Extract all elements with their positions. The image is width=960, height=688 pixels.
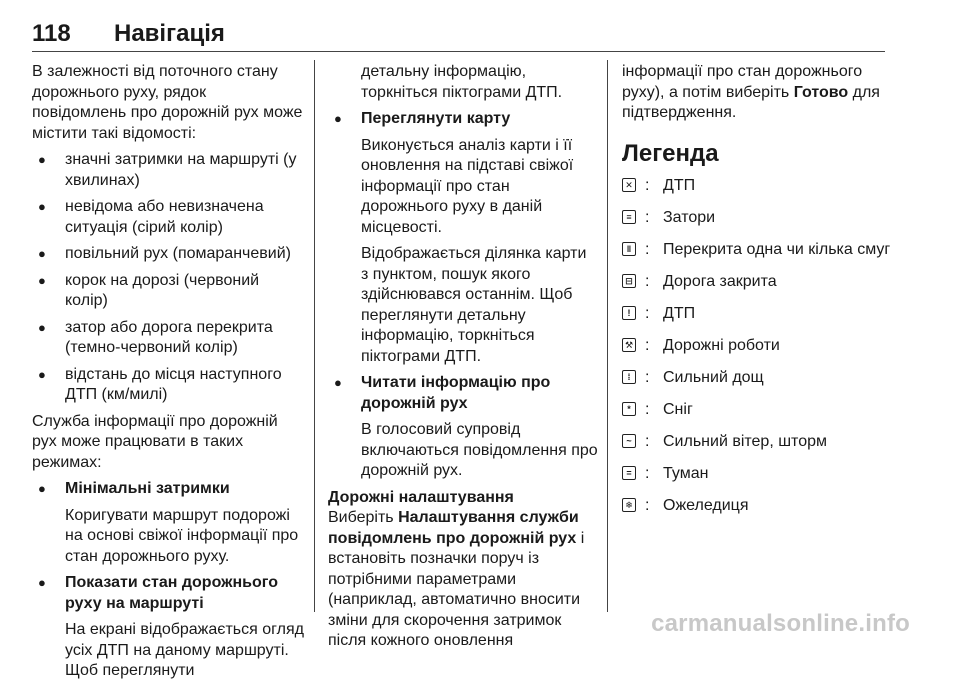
legend-row — [622, 304, 892, 336]
settings-menu-path: Налаштування служби повідомлень про дорожній рух — [328, 509, 579, 547]
legend-title: Легенда — [622, 139, 719, 167]
done-label: Готово — [793, 83, 849, 101]
column-3 — [622, 62, 892, 528]
traffic-info-list — [32, 150, 304, 406]
legend-row — [622, 400, 892, 432]
legend-row — [622, 496, 892, 528]
intro-paragraph: В залежності від поточного стану дорожнього руху, рядок повідомлень про дорожній рух може містити такі відомості: — [32, 63, 303, 142]
legend-row — [622, 336, 892, 368]
column-divider-1 — [314, 60, 315, 612]
list-item: ● значні затримки на маршруті (у хвилинах) — [32, 150, 304, 191]
roadworks-icon: ⚒ — [622, 338, 636, 352]
legend-colon: : — [645, 273, 650, 290]
legend-colon: : — [645, 241, 650, 258]
section-title: Дорожні налаштування — [328, 488, 514, 506]
accident-icon: ✕ — [622, 178, 636, 192]
legend-row — [622, 464, 892, 496]
legend-row — [622, 240, 892, 272]
list-item: ● невідома або невизначена ситуація (сірий колір) — [32, 197, 304, 238]
service-modes-list — [32, 479, 304, 682]
column-divider-2 — [607, 60, 608, 612]
list-item: ● повільний рух (помаранчевий) — [32, 244, 304, 265]
snow-icon: * — [622, 402, 636, 416]
mode-desc: Виконується аналіз карти і її оновлення на підставі свіжої інформації про стан дорожнього руху в даній місцевості. — [361, 136, 574, 236]
column-1 — [32, 62, 304, 688]
legend-label: Перекрита одна чи кілька смуг — [663, 241, 891, 258]
legend-label: Дорога закрита — [663, 273, 777, 290]
header-divider — [32, 51, 885, 52]
service-modes-list-cont — [328, 109, 598, 482]
legend-row — [622, 272, 892, 304]
settings-paragraph — [328, 508, 598, 652]
mode-desc: В голосовий супровід включаються повідомлення про дорожній рух. — [361, 421, 598, 479]
service-intro: Служба інформації про дорожній рух може працювати в таких режимах: — [32, 412, 278, 471]
mode-item — [32, 479, 304, 567]
legend-colon: : — [645, 433, 650, 450]
mode-desc-2: Відображається ділянка карти з пунктом, пошук якого здійснювався останнім. Щоб переглянути детальну інформацію, торкніться піктограми ДТП. — [361, 245, 587, 365]
fog-icon: = — [622, 466, 636, 480]
settings-rest: і встановіть позначки поруч із потрібними параметрами (наприклад, автоматично вносити зміни для скорочення затримок після кожного оновлення — [328, 529, 585, 649]
traffic-jam-icon: ≡ — [622, 210, 636, 224]
mode-desc: Коригувати маршрут подорожі на основі свіжої інформації про стан дорожнього руху. — [65, 506, 299, 565]
mode-title: ● Мінімальні затримки — [65, 480, 230, 497]
legend-colon: : — [645, 177, 650, 194]
strong-wind-icon: ~ — [622, 434, 636, 448]
legend-label: Дорожні роботи — [663, 337, 780, 354]
continuation-b: для підтвердження. — [622, 83, 880, 121]
ice-icon: ❄ — [622, 498, 636, 512]
legend-row — [622, 432, 892, 464]
page-header — [32, 20, 885, 50]
legend-row — [622, 208, 892, 240]
heavy-rain-icon: ⁞ — [622, 370, 636, 384]
legend-label: ДТП — [663, 177, 696, 194]
mode-desc: На екрані відображається огляд усіх ДТП на даному маршруті. Щоб переглянути — [65, 621, 304, 679]
column-2 — [328, 62, 598, 652]
page-title: Навігація — [114, 20, 225, 47]
legend-label: Туман — [663, 465, 709, 482]
page-number: 118 — [32, 20, 71, 47]
legend-row — [622, 176, 892, 208]
mode-item — [328, 109, 598, 367]
legend-row — [622, 368, 892, 400]
continuation-a: інформації про стан дорожнього руху), а потім виберіть — [622, 63, 863, 101]
legend-label: Сильний дощ — [663, 369, 764, 386]
legend-label: Сніг — [663, 401, 693, 418]
legend-colon: : — [645, 305, 650, 322]
list-item: ● затор або дорога перекрита (темно-червоний колір) — [32, 318, 304, 359]
mode-title: ● Переглянути карту — [361, 110, 511, 127]
list-item: ● відстань до місця наступного ДТП (км/милі) — [32, 365, 304, 406]
mode-title: ● Читати інформацію про дорожній рух — [361, 374, 551, 412]
legend-list — [622, 176, 892, 528]
continuation-paragraph — [622, 62, 892, 124]
list-item: ● корок на дорозі (червоний колір) — [32, 271, 304, 312]
legend-label: Ожеледиця — [663, 497, 749, 514]
mode-item — [32, 573, 304, 682]
legend-label: ДТП — [663, 305, 696, 322]
legend-label: Затори — [663, 209, 716, 226]
warning-icon: ! — [622, 306, 636, 320]
legend-colon: : — [645, 497, 650, 514]
mode-item — [328, 373, 598, 482]
legend-colon: : — [645, 401, 650, 418]
legend-label: Сильний вітер, шторм — [663, 433, 827, 450]
legend-colon: : — [645, 337, 650, 354]
legend-colon: : — [645, 465, 650, 482]
mode-title: ● Показати стан дорожнього руху на маршруті — [65, 574, 278, 612]
legend-colon: : — [645, 369, 650, 386]
watermark: carmanualsonline.info — [651, 610, 910, 637]
lane-closure-icon: ‖ — [622, 242, 636, 256]
continuation-text: детальну інформацію, торкніться піктограми ДТП. — [361, 63, 563, 101]
select-word: Виберіть — [328, 509, 394, 526]
legend-colon: : — [645, 209, 650, 226]
road-closed-icon: ⊟ — [622, 274, 636, 288]
